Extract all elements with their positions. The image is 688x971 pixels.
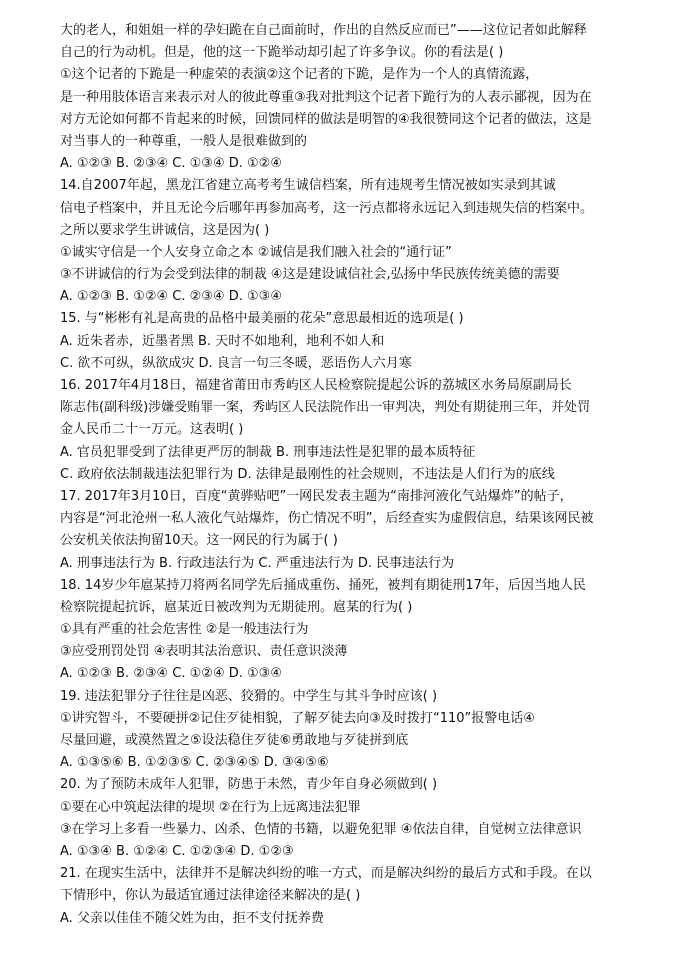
text-line: ①要在心中筑起法律的堤坝 ②在行为上远离违法犯罪 [60, 799, 361, 815]
text-line: 15. 与“彬彬有礼是高贵的品格中最美丽的花朵”意思最相近的选项是( ) [60, 311, 464, 327]
text-line: ①诚实守信是一个人安身立命之本 ②诚信是我们融入社会的“通行证” [60, 244, 452, 260]
text-line: C. 政府依法制裁违法犯罪行为 D. 法律是最刚性的社会规则，不违法是人们行为的底线 [60, 466, 555, 482]
text-line: ③应受刑罚处罚 ④表明其法治意识、责任意识淡薄 [60, 644, 348, 660]
text-line: ①这个记者的下跪是一种虚荣的表演②这个记者的下跪，是作为一个人的真情流露， [60, 67, 539, 83]
text-line: ③不讲诚信的行为会受到法律的制裁 ④这是建设诚信社会,弘扬中华民族传统美德的需要 [60, 267, 560, 283]
text-line: 对方无论如何都不肯起来的时候，回馈同样的做法是明智的④我很赞同这个记者的做法，这是 [60, 111, 592, 127]
text-line: 21. 在现实生活中，法律并不是解决纠纷的唯一方式，而是解决纠纷的最后方式和手段。在以 [60, 866, 592, 882]
text-line: ①具有严重的社会危害性 ②是一般违法行为 [60, 622, 309, 638]
text-line: A. 刑事违法行为 B. 行政违法行为 C. 严重违法行为 D. 民事违法行为 [60, 555, 455, 571]
text-line: 之所以要求学生讲诚信，这是因为( ) [60, 222, 270, 238]
text-line: 是一种用肢体语言来表示对人的彼此尊重③我对批判这个记者下跪行为的人表示鄙视，因为在 [60, 89, 592, 105]
text-line: 公安机关依法拘留10天。这一网民的行为属于( ) [60, 533, 338, 549]
text-line: C. 欲不可纵，纵欲成灾 D. 良言一句三冬暖，恶语伤人六月寒 [60, 355, 412, 371]
text-line: A. ①②③ B. ②③④ C. ①②④ D. ①③④ [60, 666, 282, 682]
text-line: 19. 违法犯罪分子往往是凶恶、狡猾的。中学生与其斗争时应该( ) [60, 688, 438, 704]
text-line: 检察院提起抗诉，扈某近日被改判为无期徒刑。扈某的行为( ) [60, 599, 413, 615]
text-line: A. ①③④ B. ①②④ C. ①②③④ D. ①②③ [60, 843, 294, 859]
text-line: A. ①②③ B. ①②④ C. ②③④ D. ①③④ [60, 289, 282, 305]
text-line: 14.自2007年起，黑龙江省建立高考考生诚信档案，所有违规考生情况被如实录到其诚 [60, 178, 556, 194]
text-line: ③在学习上多看一些暴力、凶杀、色情的书籍，以避免犯罪 ④依法自律，自觉树立法律意识 [60, 821, 582, 837]
text-line: 尽量回避，或漠然置之⑤设法稳住歹徒⑥勇敢地与歹徒拼到底 [60, 733, 409, 748]
text-line: 自己的行为动机。但是，他的这一下跪举动却引起了许多争议。你的看法是( ) [60, 45, 504, 61]
text-line: A. ①②③ B. ②③④ C. ①③④ D. ①②④ [60, 156, 282, 172]
text-line: A. 官员犯罪受到了法律更严厉的制裁 B. 刑事违法性是犯罪的最本质特征 [60, 444, 476, 460]
text-line: A. 父亲以佳佳不随父姓为由，拒不支付抚养费 [60, 910, 324, 926]
text-line: 信电子档案中，并且无论今后哪年再参加高考，这一污点都将永远记入到违规失信的档案中。 [60, 200, 594, 216]
text-line: A. ①③⑤⑥ B. ①②③⑤ C. ②③④⑤ D. ③④⑤⑥ [60, 755, 329, 771]
text-line: 18. 14岁少年扈某持刀将两名同学先后捅成重伤、捅死，被判有期徒刑17年，后因当地人民 [60, 577, 586, 593]
text-line: 陈志伟(副科级)涉嫌受贿罪一案，秀屿区人民法院作出一审判决，判处有期徒刑三年，并处罚 [60, 400, 591, 416]
text-line: A. 近朱者赤，近墨者黑 B. 天时不如地利，地利不如人和 [60, 333, 385, 349]
text-line: 17. 2017年3月10日，百度“黄骅贴吧”一网民发表主题为“南排河液化气站爆炸”的帖子， [60, 488, 573, 504]
text-line: 大的老人，和姐姐一样的孕妇跪在自己面前时，作出的自然反应而已”——这位记者如此解释 [60, 23, 587, 38]
text-line: 20. 为了预防未成年人犯罪，防患于未然，青少年自身必须做到( ) [60, 777, 438, 793]
text-line: 金人民币二十一万元。这表明( ) [60, 422, 244, 438]
text-line: 下情形中，你认为最适宜通过法律途径来解决的是( ) [60, 888, 361, 904]
text-line: 16. 2017年4月18日，福建省莆田市秀屿区人民检察院提起公诉的荔城区水务局原副局长 [60, 378, 572, 393]
text-line: ①讲究智斗，不要硬拼②记住歹徒相貌，了解歹徒去向③及时拨打“110”报警电话④ [60, 710, 535, 726]
text-line: 对当事人的一种尊重，一般人是很难做到的 [60, 133, 308, 149]
text-line: 内容是“河北沧州一私人液化气站爆炸，伤亡情况不明”，后经查实为虚假信息，结果该网民被 [60, 511, 594, 527]
